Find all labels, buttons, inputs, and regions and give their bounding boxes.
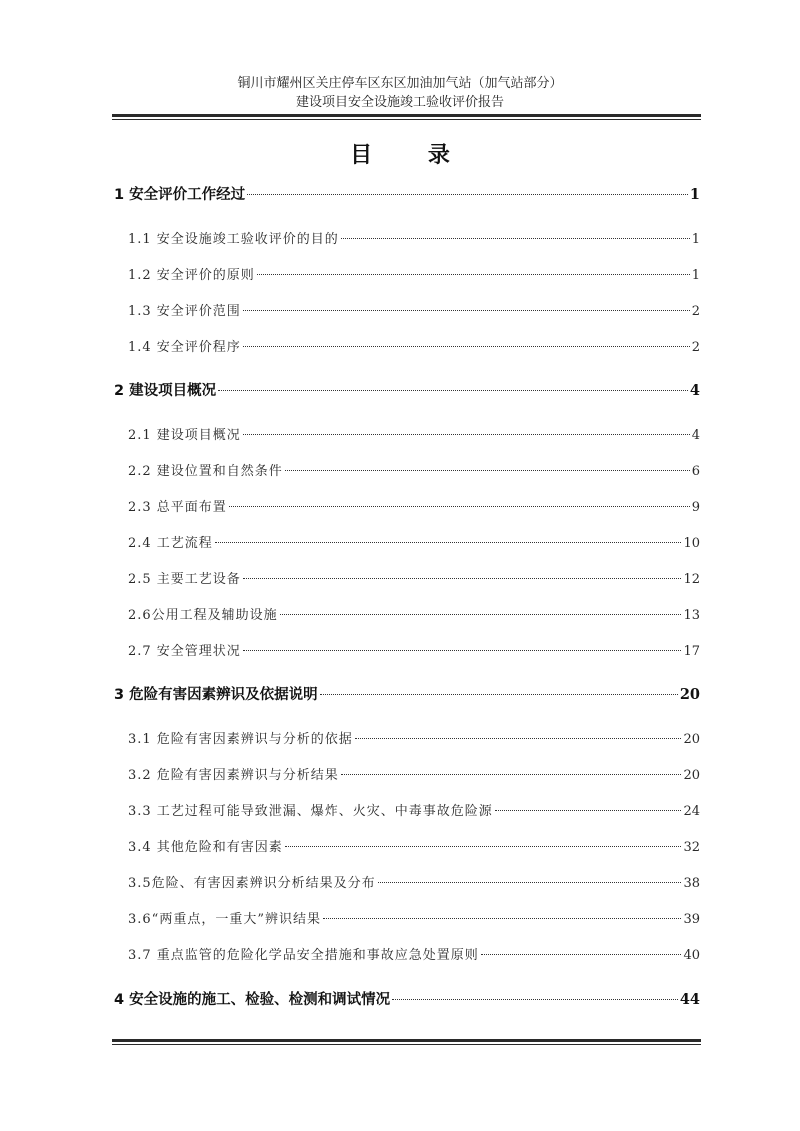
toc-entry-2-3 bbox=[128, 497, 700, 519]
toc-entry-1-4 bbox=[128, 337, 700, 359]
dot-leader bbox=[243, 650, 682, 651]
toc-entry-page: 20 bbox=[683, 732, 700, 747]
toc-entry-label: 1.2 安全评价的原则 bbox=[128, 268, 255, 283]
toc-entry-page: 4 bbox=[691, 428, 700, 443]
toc-entry-2-7 bbox=[128, 641, 700, 663]
toc-entry-3-3 bbox=[128, 801, 700, 823]
dot-leader bbox=[285, 470, 690, 471]
dot-leader bbox=[280, 614, 682, 615]
toc-entry-page: 6 bbox=[691, 464, 700, 479]
toc-entry-3-6 bbox=[128, 909, 700, 931]
dot-leader bbox=[229, 506, 690, 507]
toc-entry-page: 9 bbox=[691, 500, 700, 515]
toc-entry-page: 13 bbox=[683, 608, 700, 623]
toc-entry-label: 3.3 工艺过程可能导致泄漏、爆炸、火灾、中毒事故危险源 bbox=[128, 804, 493, 819]
toc-entry-label: 2.5 主要工艺设备 bbox=[128, 572, 241, 587]
toc-entry-label: 3.2 危险有害因素辨识与分析结果 bbox=[128, 768, 339, 783]
toc-entry-page: 24 bbox=[683, 804, 700, 819]
toc-entry-label: 1.1 安全设施竣工验收评价的目的 bbox=[128, 232, 339, 247]
dot-leader bbox=[257, 274, 690, 275]
dot-leader bbox=[243, 310, 690, 311]
footer-divider bbox=[112, 1039, 701, 1045]
toc-entry-3 bbox=[114, 684, 700, 706]
toc-entry-page: 1 bbox=[689, 186, 700, 203]
toc-entry-label: 3.5危险、有害因素辨识分析结果及分布 bbox=[128, 876, 376, 891]
toc-entry-page: 17 bbox=[683, 644, 700, 659]
toc-entry-page: 39 bbox=[683, 912, 700, 927]
toc-entry-label: 2.3 总平面布置 bbox=[128, 500, 227, 515]
toc-entry-3-1 bbox=[128, 729, 700, 751]
toc-entry-label: 1.4 安全评价程序 bbox=[128, 340, 241, 355]
toc-entry-page: 20 bbox=[679, 686, 700, 703]
toc-entry-page: 1 bbox=[691, 232, 700, 247]
toc-entry-label: 3.7 重点监管的危险化学品安全措施和事故应急处置原则 bbox=[128, 948, 479, 963]
toc-entry-2 bbox=[114, 380, 700, 402]
toc-entry-label: 1 安全评价工作经过 bbox=[114, 187, 246, 203]
dot-leader bbox=[243, 578, 682, 579]
header-report-title: 建设项目安全设施竣工验收评价报告 bbox=[295, 95, 504, 110]
toc-entry-page: 4 bbox=[689, 382, 700, 399]
toc-entry-2-6 bbox=[128, 605, 700, 627]
toc-entry-3-4 bbox=[128, 837, 700, 859]
header-project-name: 铜川市耀州区关庄停车区东区加油加气站（加气站部分） bbox=[237, 76, 563, 91]
toc-entry-4 bbox=[114, 989, 700, 1011]
dot-leader bbox=[341, 774, 682, 775]
dot-leader bbox=[247, 194, 688, 195]
toc-entry-label: 3 危险有害因素辨识及依据说明 bbox=[114, 687, 318, 703]
toc-entry-3-5 bbox=[128, 873, 700, 895]
dot-leader bbox=[320, 694, 678, 695]
toc-entry-1 bbox=[114, 184, 700, 206]
toc-entry-label: 2.6公用工程及辅助设施 bbox=[128, 608, 278, 623]
dot-leader bbox=[481, 954, 682, 955]
toc-entry-label: 2.4 工艺流程 bbox=[128, 536, 213, 551]
toc-entry-label: 2.1 建设项目概况 bbox=[128, 428, 241, 443]
toc-entry-2-4 bbox=[128, 533, 700, 555]
toc-entry-2-1 bbox=[128, 425, 700, 447]
toc-entry-page: 12 bbox=[683, 572, 700, 587]
toc-entry-1-1 bbox=[128, 229, 700, 251]
toc-entry-label: 3.4 其他危险和有害因素 bbox=[128, 840, 283, 855]
toc-entry-2-5 bbox=[128, 569, 700, 591]
toc-entry-page: 1 bbox=[691, 268, 700, 283]
toc-entry-page: 38 bbox=[683, 876, 700, 891]
report-header bbox=[0, 74, 800, 112]
dot-leader bbox=[355, 738, 682, 739]
toc-entry-label: 2 建设项目概况 bbox=[114, 383, 217, 399]
header-divider bbox=[112, 114, 701, 120]
toc-entry-label: 4 安全设施的施工、检验、检测和调试情况 bbox=[114, 992, 391, 1008]
dot-leader bbox=[495, 810, 682, 811]
dot-leader bbox=[215, 542, 682, 543]
toc-entry-page: 2 bbox=[691, 340, 700, 355]
toc-entry-1-2 bbox=[128, 265, 700, 287]
dot-leader bbox=[378, 882, 682, 883]
dot-leader bbox=[285, 846, 682, 847]
toc-entry-page: 20 bbox=[683, 768, 700, 783]
toc-title: 目 录 bbox=[350, 142, 474, 168]
dot-leader bbox=[218, 390, 688, 391]
toc-entry-1-3 bbox=[128, 301, 700, 323]
toc-entry-label: 3.6“两重点，一重大”辨识结果 bbox=[128, 912, 321, 927]
toc-entry-page: 10 bbox=[683, 536, 700, 551]
toc-entry-label: 3.1 危险有害因素辨识与分析的依据 bbox=[128, 732, 353, 747]
toc-entry-3-7 bbox=[128, 945, 700, 967]
toc-entry-page: 32 bbox=[683, 840, 700, 855]
dot-leader bbox=[323, 918, 681, 919]
toc-entry-label: 1.3 安全评价范围 bbox=[128, 304, 241, 319]
toc-entry-label: 2.2 建设位置和自然条件 bbox=[128, 464, 283, 479]
toc-entry-page: 40 bbox=[683, 948, 700, 963]
dot-leader bbox=[243, 434, 690, 435]
toc-entry-page: 2 bbox=[691, 304, 700, 319]
toc-entry-3-2 bbox=[128, 765, 700, 787]
toc-entry-label: 2.7 安全管理状况 bbox=[128, 644, 241, 659]
dot-leader bbox=[243, 346, 690, 347]
dot-leader bbox=[341, 238, 690, 239]
dot-leader bbox=[392, 999, 678, 1000]
toc-entry-page: 44 bbox=[679, 991, 700, 1008]
toc-entry-2-2 bbox=[128, 461, 700, 483]
